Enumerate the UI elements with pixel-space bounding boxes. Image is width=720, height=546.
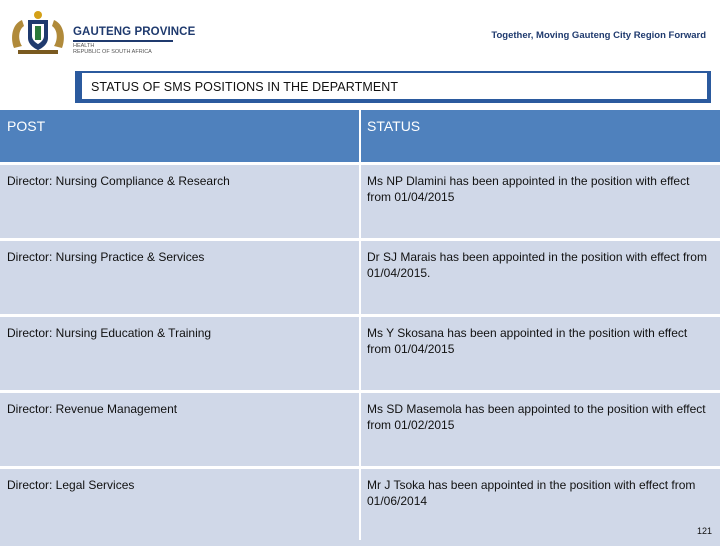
slogan: Together, Moving Gauteng City Region Forward xyxy=(491,30,706,41)
page-title: STATUS OF SMS POSITIONS IN THE DEPARTMENT xyxy=(91,80,399,94)
org-country: REPUBLIC OF SOUTH AFRICA xyxy=(73,49,152,55)
post-cell: Director: Nursing Practice & Services xyxy=(7,250,205,264)
title-bar xyxy=(75,71,711,103)
post-cell: Director: Nursing Education & Training xyxy=(7,326,212,340)
page-number: 121 xyxy=(696,526,712,536)
org-name: GAUTENG PROVINCE xyxy=(73,26,196,38)
coat-of-arms-icon xyxy=(8,8,68,56)
post-cell: Director: Legal Services xyxy=(7,478,135,492)
header-post: POST xyxy=(7,118,46,134)
status-cell: Mr J Tsoka has been appointed in the position with effect from 01/06/2014 xyxy=(367,478,696,508)
title-box xyxy=(82,73,707,99)
column-divider xyxy=(359,110,361,540)
header-status: STATUS xyxy=(367,118,421,134)
status-cell: Ms SD Masemola has been appointed to the position with effect from 01/02/2015 xyxy=(367,402,706,432)
slide-header xyxy=(0,0,720,62)
status-cell: Ms Y Skosana has been appointed in the position with effect from 01/04/2015 xyxy=(367,326,688,356)
post-cell: Director: Revenue Management xyxy=(7,402,178,416)
org-name-underline xyxy=(73,40,173,42)
status-cell: Ms NP Dlamini has been appointed in the position with effect from 01/04/2015 xyxy=(367,174,690,204)
status-cell: Dr SJ Marais has been appointed in the position with effect from 01/04/2015. xyxy=(367,250,707,280)
post-cell: Director: Nursing Compliance & Research xyxy=(7,174,230,188)
org-department: HEALTH xyxy=(73,43,95,49)
